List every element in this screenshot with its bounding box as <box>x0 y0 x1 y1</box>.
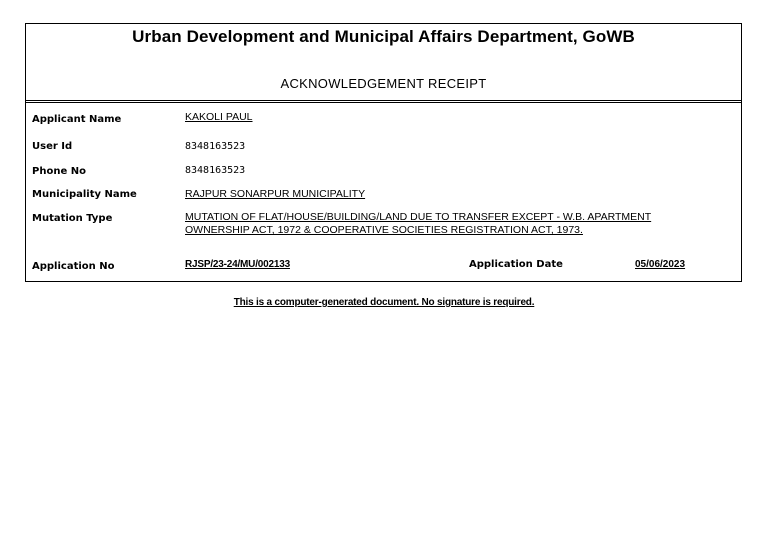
phone-no-value: 8348163523 <box>185 165 246 176</box>
acknowledgement-receipt <box>25 23 742 282</box>
applicant-name-label: Applicant Name <box>32 114 122 125</box>
mutation-type-label: Mutation Type <box>32 213 113 224</box>
department-title: Urban Development and Municipal Affairs Department, GoWB <box>132 27 635 46</box>
user-id-value: 8348163523 <box>185 141 246 152</box>
user-id-label: User Id <box>32 141 73 152</box>
municipality-name-value: RAJPUR SONARPUR MUNICIPALITY <box>185 188 366 200</box>
phone-no-label: Phone No <box>32 166 86 177</box>
header-divider <box>26 102 741 103</box>
application-date-label: Application Date <box>469 259 563 270</box>
mutation-type-value: MUTATION OF FLAT/HOUSE/BUILDING/LAND DUE TO TRANSFER EXCEPT - W.B. APARTMENT OWNERSHIP ACT, 1972 & COOPERATIVE SOCIETIES REGISTRATION ACT, 1973. <box>185 211 652 236</box>
application-no-label: Application No <box>32 261 115 272</box>
municipality-name-label: Municipality Name <box>32 189 137 200</box>
applicant-name-value: KAKOLI PAUL <box>185 111 253 123</box>
computer-generated-note: This is a computer-generated document. No signature is required. <box>233 297 535 308</box>
application-no-value: RJSP/23-24/MU/002133 <box>185 259 290 270</box>
application-date-value: 05/06/2023 <box>635 259 686 270</box>
receipt-header <box>26 24 741 101</box>
receipt-title: ACKNOWLEDGEMENT RECEIPT <box>280 76 487 91</box>
